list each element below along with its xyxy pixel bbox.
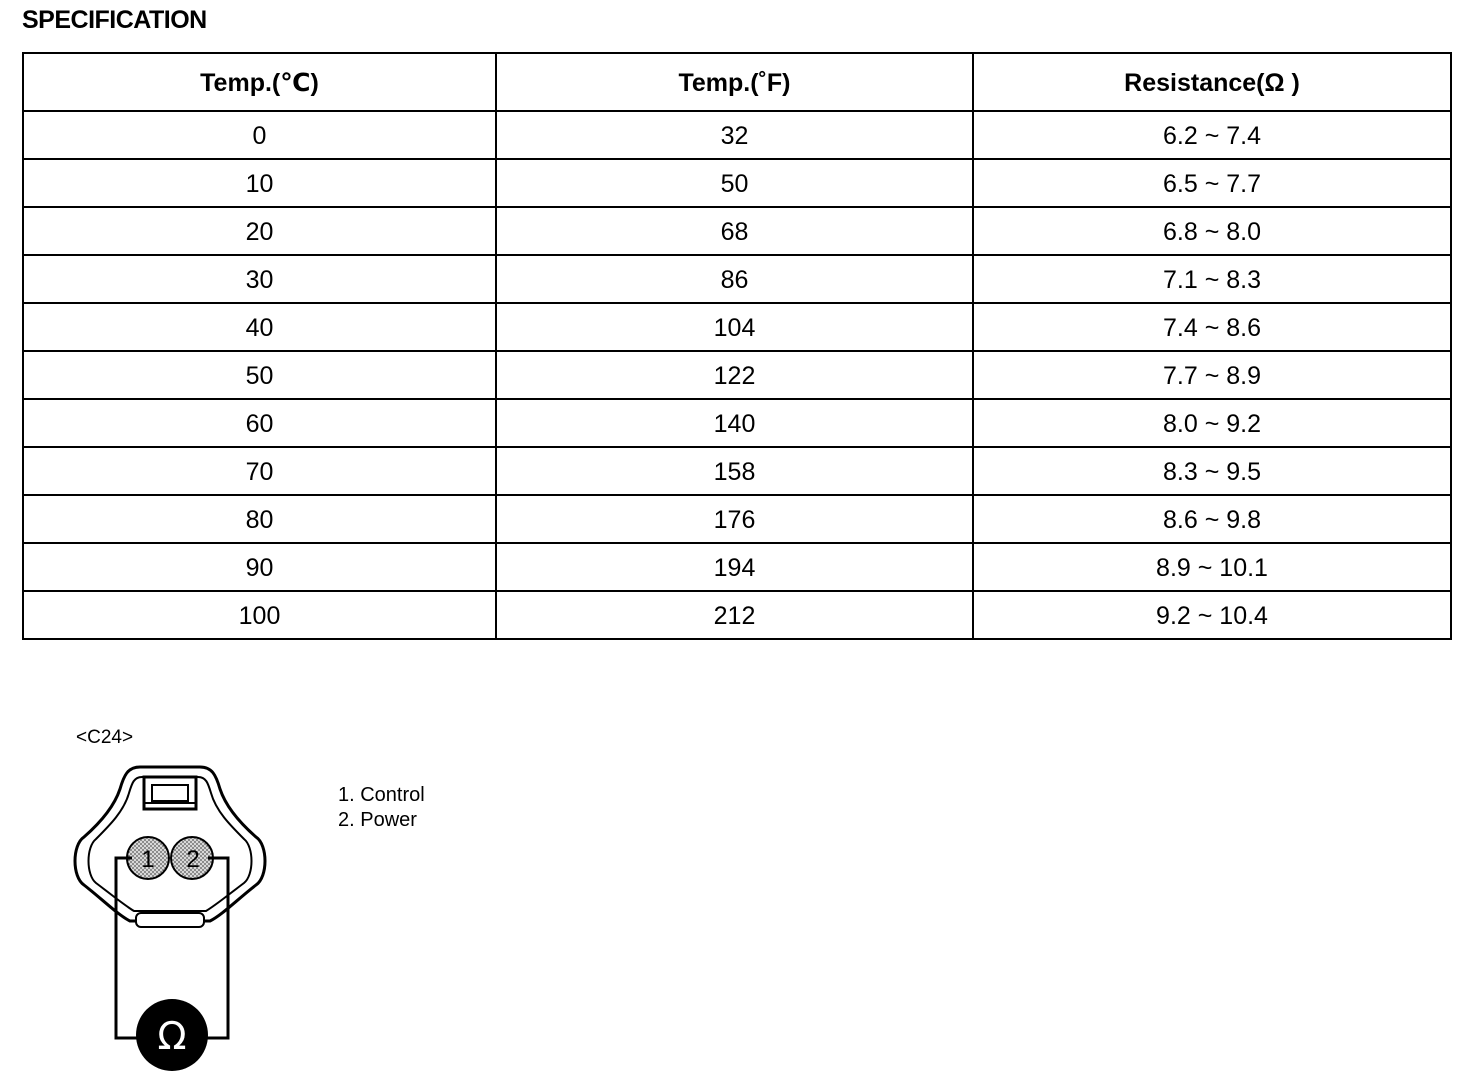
table-row (23, 255, 1451, 303)
cell-resistance: 8.6 ~ 9.8 (973, 495, 1451, 543)
connector-diagram (60, 755, 280, 1080)
cell-temp-celsius: 20 (23, 207, 496, 255)
header-temp-fahrenheit: Temp.(˚F) (496, 53, 973, 111)
cell-temp-fahrenheit: 194 (496, 543, 973, 591)
pin-2-number: 2 (186, 846, 200, 873)
pin-1-number: 1 (141, 846, 155, 873)
pin-legend-item: 1. Control (338, 784, 425, 806)
cell-temp-fahrenheit: 176 (496, 495, 973, 543)
cell-temp-celsius: 70 (23, 447, 496, 495)
table-row (23, 207, 1451, 255)
cell-temp-celsius: 30 (23, 255, 496, 303)
cell-resistance: 7.1 ~ 8.3 (973, 255, 1451, 303)
table-row (23, 591, 1451, 639)
cell-resistance: 6.5 ~ 7.7 (973, 159, 1451, 207)
cell-resistance: 8.3 ~ 9.5 (973, 447, 1451, 495)
cell-resistance: 9.2 ~ 10.4 (973, 591, 1451, 639)
page-title: SPECIFICATION (22, 6, 207, 34)
header-resistance: Resistance(Ω ) (973, 53, 1451, 111)
table-row (23, 399, 1451, 447)
cell-temp-celsius: 50 (23, 351, 496, 399)
cell-temp-fahrenheit: 68 (496, 207, 973, 255)
cell-temp-celsius: 10 (23, 159, 496, 207)
cell-resistance: 7.7 ~ 8.9 (973, 351, 1451, 399)
cell-temp-fahrenheit: 158 (496, 447, 973, 495)
cell-temp-fahrenheit: 50 (496, 159, 973, 207)
cell-temp-celsius: 100 (23, 591, 496, 639)
cell-temp-celsius: 80 (23, 495, 496, 543)
table-row (23, 303, 1451, 351)
cell-temp-celsius: 90 (23, 543, 496, 591)
connector-label: <C24> (76, 727, 134, 748)
cell-temp-fahrenheit: 104 (496, 303, 973, 351)
pin-legend-item: 2. Power (338, 809, 417, 831)
cell-resistance: 8.0 ~ 9.2 (973, 399, 1451, 447)
cell-temp-celsius: 0 (23, 111, 496, 159)
table-row (23, 111, 1451, 159)
table-header-row (23, 53, 1451, 111)
table-row (23, 495, 1451, 543)
cell-temp-celsius: 60 (23, 399, 496, 447)
pin-legend (338, 783, 425, 833)
cell-temp-fahrenheit: 140 (496, 399, 973, 447)
connector-key (136, 913, 204, 927)
cell-temp-fahrenheit: 122 (496, 351, 973, 399)
table-row (23, 351, 1451, 399)
cell-resistance: 7.4 ~ 8.6 (973, 303, 1451, 351)
cell-resistance: 6.2 ~ 7.4 (973, 111, 1451, 159)
specification-table (22, 52, 1452, 640)
cell-temp-fahrenheit: 212 (496, 591, 973, 639)
cell-temp-fahrenheit: 86 (496, 255, 973, 303)
cell-resistance: 6.8 ~ 8.0 (973, 207, 1451, 255)
ohmmeter-symbol: Ω (157, 1014, 187, 1058)
cell-temp-celsius: 40 (23, 303, 496, 351)
cell-resistance: 8.9 ~ 10.1 (973, 543, 1451, 591)
table-row (23, 543, 1451, 591)
table-row (23, 447, 1451, 495)
cell-temp-fahrenheit: 32 (496, 111, 973, 159)
header-temp-celsius: Temp.(℃) (23, 53, 496, 111)
table-row (23, 159, 1451, 207)
